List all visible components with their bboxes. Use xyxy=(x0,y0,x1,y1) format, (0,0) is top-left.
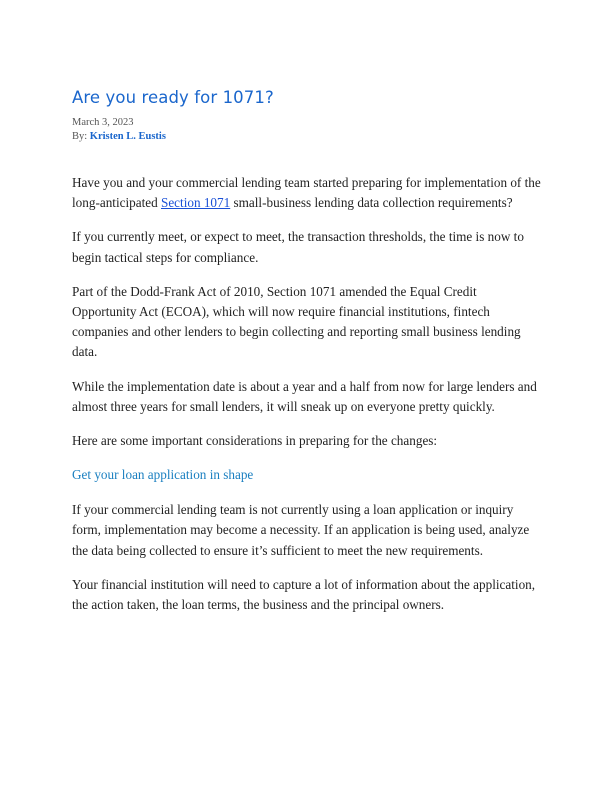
byline-prefix: By: xyxy=(72,131,90,142)
article-byline xyxy=(72,130,542,144)
article-meta xyxy=(72,116,542,144)
paragraph-capture-information: Your financial institution will need to capture a lot of information about the application, the action taken, the loan terms, the business and the principal owners. xyxy=(72,576,536,613)
subheading-loan-application: Get your loan application in shape xyxy=(72,467,254,483)
paragraph-dodd-frank: Part of the Dodd-Frank Act of 2010, Section 1071 amended the Equal Credit Opportunity Act (ECOA), which will now require financial institutions, fintech companies and other lenders to begin collecting and reporting small business lending data. xyxy=(72,283,521,360)
article-date: March 3, 2023 xyxy=(72,117,134,128)
paragraph-intro-text-before: Have you and your commercial lending team started preparing for implementation of the long-anticipated xyxy=(72,175,541,211)
section-1071-link[interactable]: Section 1071 xyxy=(160,195,231,211)
article-title: Are you ready for 1071? xyxy=(72,88,274,107)
paragraph-intro-text-after: small-business lending data collection requirements? xyxy=(230,195,513,211)
paragraph-intro xyxy=(72,173,544,213)
article-header xyxy=(72,88,542,144)
paragraph-thresholds: If you currently meet, or expect to meet, the transaction thresholds, the time is now to begin tactical steps for compliance. xyxy=(72,229,524,265)
paragraph-loan-application: If your commercial lending team is not currently using a loan application or inquiry form, implementation may become a necessity. If an application is being used, analyze the data being collected to ensure it’s sufficient to meet the new requirements. xyxy=(72,502,530,558)
paragraph-implementation-date: While the implementation date is about a year and a half from now for large lenders and almost three years for small lenders, it will sneak up on everyone pretty quickly. xyxy=(72,378,537,414)
author-name: Kristen L. Eustis xyxy=(89,131,166,142)
article-body xyxy=(72,173,544,629)
paragraph-considerations: Here are some important considerations in preparing for the changes: xyxy=(72,433,438,449)
